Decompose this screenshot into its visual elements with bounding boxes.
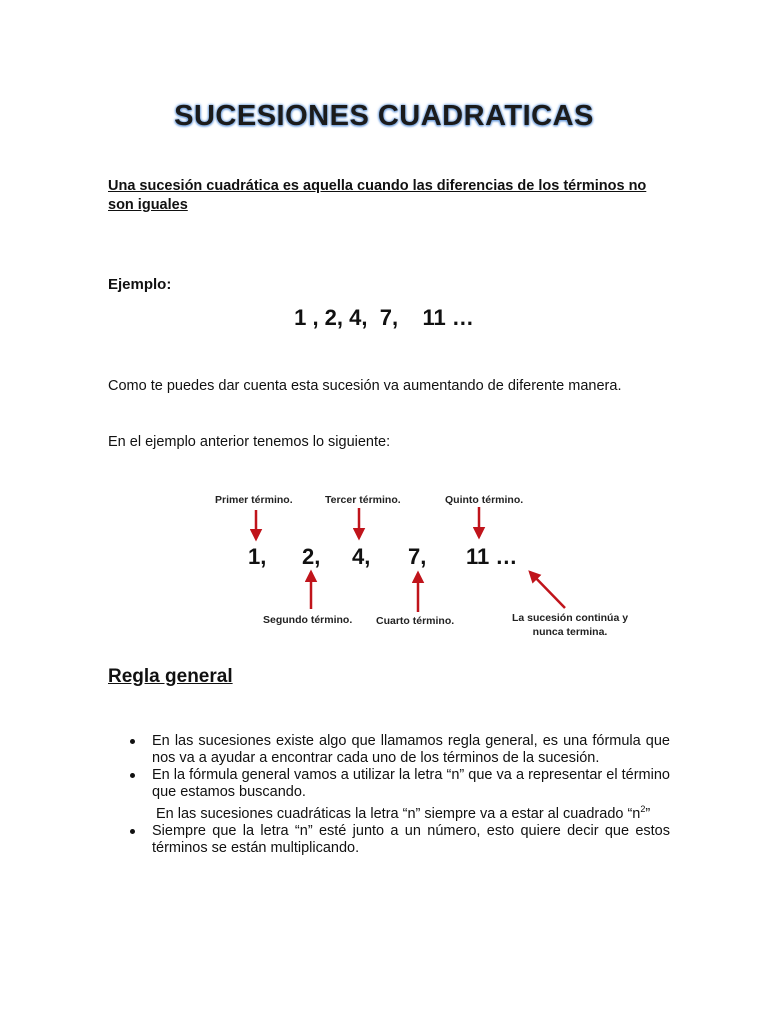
term-2: 2,	[302, 544, 321, 569]
label-continues-line2: nunca termina.	[532, 626, 608, 638]
term-1: 1,	[248, 544, 267, 569]
page-title: SUCESIONES CUADRATICAS	[174, 100, 594, 132]
bullet-dot	[130, 829, 135, 834]
sequence-diagram	[0, 486, 768, 646]
label-third-term: Tercer término.	[325, 494, 401, 506]
squared-note-text: En las sucesiones cuadráticas la letra “n” siempre va a estar al cuadrado “n	[156, 806, 641, 822]
term-3: 4,	[352, 544, 371, 569]
arrow-continues	[530, 572, 565, 608]
paragraph-following: En el ejemplo anterior tenemos lo siguiente:	[108, 434, 391, 450]
bullet-item	[110, 767, 670, 801]
bullet-item	[110, 823, 670, 857]
bullet-text: En las sucesiones existe algo que llamamos regla general, es una fórmula que nos va a ayudar a encontrar cada uno de los términos de la sucesión.	[152, 733, 670, 766]
bullet-text: En la fórmula general vamos a utilizar la letra “n” que va a representar el término que estamos buscando.	[152, 767, 670, 800]
squared-superscript: 2	[640, 804, 646, 814]
label-continues	[505, 611, 635, 639]
example-label: Ejemplo:	[108, 276, 172, 293]
label-fourth-term: Cuarto término.	[376, 615, 455, 627]
regla-bullet-list	[110, 733, 670, 857]
label-second-term: Segundo término.	[263, 614, 353, 626]
label-continues-line1: La sucesión continúa y	[511, 612, 629, 624]
label-fifth-term: Quinto término.	[445, 494, 524, 506]
bullet-item	[110, 733, 670, 767]
bullet-dot	[130, 773, 135, 778]
bullet-text: Siempre que la letra “n” esté junto a un número, esto quiere decir que estos términos se están multiplicando.	[152, 823, 670, 856]
squared-note-end: ”	[645, 806, 651, 822]
bullet-dot	[130, 739, 135, 744]
term-4: 7,	[408, 544, 427, 569]
regla-general-heading: Regla general	[108, 666, 233, 687]
squared-note	[110, 801, 670, 823]
paragraph-observation: Como te puedes dar cuenta esta sucesión va aumentando de diferente manera.	[108, 378, 622, 394]
definition-text: Una sucesión cuadrática es aquella cuando las diferencias de los términos no son iguales	[108, 178, 647, 213]
example-sequence: 1 , 2, 4, 7, 11 …	[294, 305, 474, 330]
label-first-term: Primer término.	[215, 494, 293, 506]
term-5: 11 …	[466, 544, 518, 569]
